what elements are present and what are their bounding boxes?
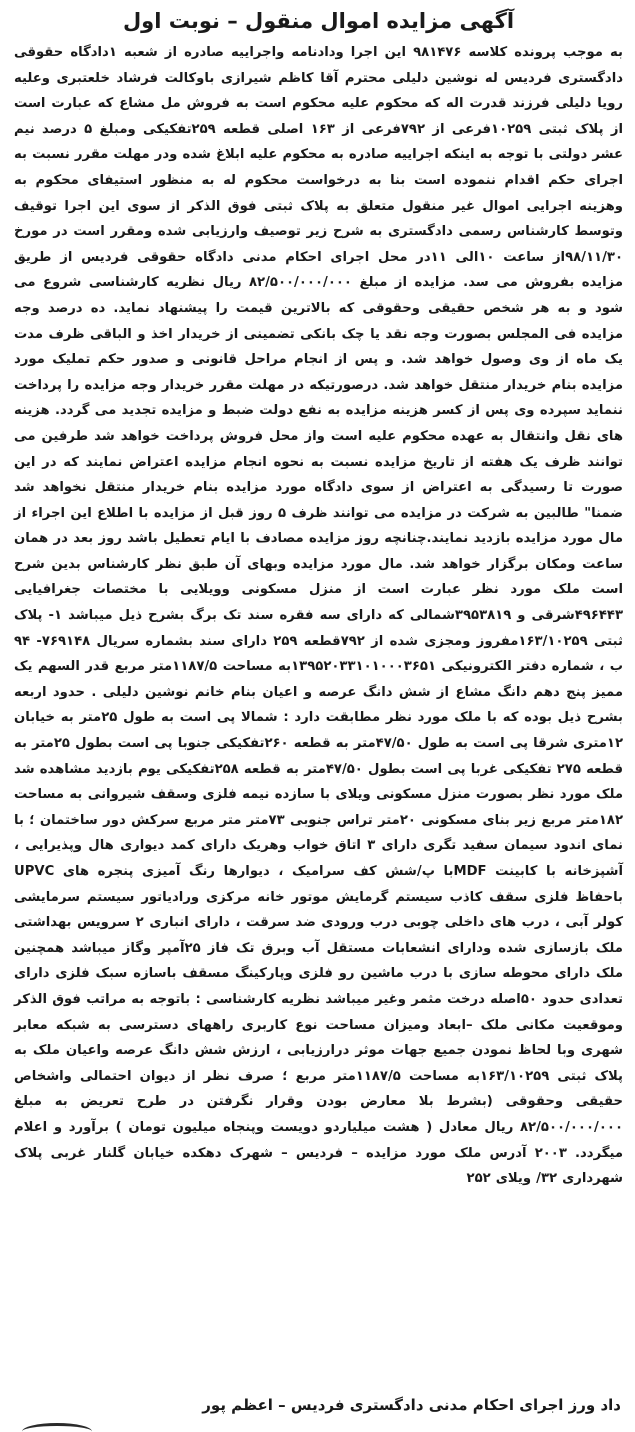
notice-title: آگهی مزایده اموال منقول – نوبت اول — [122, 9, 515, 33]
bottom-edge — [0, 1422, 635, 1432]
notice-body: به موجب پرونده کلاسه ۹۸۱۴۷۶ این اجرا ودادنامه واجراییه صادره از شعبه ۱دادگاه حقوقی دادگستری فردیس له نوشین دلیلی محترم آقا کاظم شیرازی باوکالت فرشاد خلعتبری وعلیه رویا دلیلی فرزند قدرت اله که محکوم علیه محکوم است به فروش مل مشاع که عبارت است از پلاک ثبتی ۱۰۲۵۹فرعی از ۷۹۲فرعی از ۱۶۳ اصلی قطعه ۲۵۹تفکیکی ومبلغ ۵ درصد نیم عشر دولتی با توجه به اینکه اجراییه صادره به محکوم علیه ابلاغ شده ودر مهلت مقرر نسبت به اجرای حکم اقدام ننموده است بنا به درخواست محکوم له به منظور استیفای محکوم به وهزینه اجرایی اموال غیر منقول متعلق به پلاک ثبتی فوق الذکر از سوی این اجرا توقیف وتوسط کارشناس رسمی دادگستری به شرح زیر توصیف وارزیابی شده ومقرر است در مورخ ۹۸/۱۱/۳۰از ساعت ۱۰الی ۱۱در محل اجرای احکام مدنی دادگاه حقوقی فردیس از طریق مزایده بفروش می سد. مزایده از مبلغ ۸۲/۵۰۰/۰۰۰/۰۰۰ ریال نظریه کارشناسی شروع می شود و به هر شخص حقیقی وحقوقی که بالاترین قیمت را پیشنهاد نماید. ده درصد وجه مزایده فی المجلس بصورت وجه نقد یا چک بانکی تضمینی از خریدار اخذ و الباقی ظرف مدت یک ماه از وی وصول خواهد شد. و پس از انجام مراحل قانونی و صدور حکم تملیک مورد مزایده بنام خریدار منتقل خواهد شد. درصورتیکه در مهلت مقرر خریدار وجه مزایده را پرداخت ننماید سپرده وی پس از کسر هزینه مزایده به نفع دولت ضبط و مزایده تجدید می گردد. هزینه های نقل وانتقال به عهده محکوم علیه است واز محل فروش پرداخت خواهد شد طرفین می توانند ظرف یک هفته از تاریخ مزایده نسبت به نحوه انجام مزایده اعتراض نمایند که در این صورت تا رسیدگی به اعتراض از سوی دادگاه مورد مزایده بنام خریدار منتقل نخواهد شد ضمنا" طالبین به شرکت در مزایده می توانند ظرف ۵ روز قبل از مزایده با اطلاع این اجراء از مال مورد مزایده بازدید نمایند.چنانچه روز مزایده مصادف با ایام تعطیل باشد روز بعد در همان ساعت ومکان برگزار خواهد شد. مال مورد مزایده وبهای آن طبق نظر کارشناس بدین شرح است ملک مورد نظر عبارت است از منزل مسکونی وویلایی با مختصات جغرافیایی ۴۹۶۴۴۳شرقی و ۳۹۵۳۸۱۹شمالی که دارای سه فقره سند تک برگ بشرح ذیل میباشد ۱- پلاک ثبتی ۱۶۳/۱۰۲۵۹مفروز ومجزی شده از ۷۹۲قطعه ۲۵۹ دارای سند بشماره سریال ۷۶۹۱۴۸- ۹۴ ب ، شماره دفتر الکترونیکی ۱۳۹۵۲۰۳۳۱۰۱۰۰۰۳۶۵۱به مساحت ۱۱۸۷/۵متر مربع قدر السهم یک ممیز پنج دهم دانگ مشاع از شش دانگ عرصه و اعیان بنام خانم نوشین دلیلی . حدود اربعه بشرح ذیل بوده که با ملک مورد نظر مطابقت دارد : شمالا پی است به طول ۲۵متر به خیابان ۱۲متری شرقا پی است به طول ۴۷/۵۰متر به قطعه ۲۶۰تفکیکی جنوبا پی است بطول ۲۵متر به قطعه ۲۷۵ تفکیکی غربا پی است بطول ۴۷/۵۰متر به قطعه ۲۵۸تفکیکی یوم بازدید مشاهده شد ملک مورد نظر بصورت منزل مسکونی ویلای با سازده نیمه فلزی وسقف شیروانی به مساحت ۱۸۲متر مربع زیر بنای مسکونی ۲۰متر تراس جنوبی ۷۳متر متر مربع سرکش دور ساختمان ؛ با نمای اندود سیمان سفید تگری دارای ۳ اتاق خواب وهریک دارای کمد دیواری هال وپذیرایی ، آشپزخانه با کابینت MDFبا پ/شش کف سرامیک ، دیوارها رنگ آمیزی پنجره های UPVC باحفاظ فلزی سقف کاذب سیستم گرمایش موتور خانه مرکزی ورادیاتور سیستم سرمایشی کولر آبی ، درب های داخلی چوبی درب ورودی ضد سرقت ، دارای انباری ۲ سرویس بهداشتی ملک بازسازی شده ودارای انشعابات مستقل آب وبرق تک فاز ۲۵آمپر وگاز میباشد همچنین ملک دارای محوطه سازی با درب ماشین رو فلزی وپارکینگ مسقف باسازه سبک فلزی دارای تعدادی حدود ۵۰اصله درخت مثمر وغیر میباشد نظریه کارشناسی : باتوجه به مراتب فوق الذکر وموقعیت مکانی ملک –ابعاد ومیزان مساحت نوع کاربری راههای دسترسی به شبکه معابر شهری وبا لحاظ نمودن جمیع جهات موثر درارزیابی ، ارزش شش دانگ عرصه واعیان ملک به پلاک ثبتی ۱۶۳/۱۰۲۵۹به مساحت ۱۱۸۷/۵متر مربع ؛ صرف نظر از دیوان احتمالی واشخاص حقیقی وحقوقی (بشرط بلا معارض بودن وقرار نگرفتن در طرح تعریض به مبلغ ۸۲/۵۰۰/۰۰۰/۰۰۰ ریال معادل ( هشت میلیاردو دویست وپنجاه میلیون تومان ) برآورد و اعلام میگردد. ۲۰۰۳ آدرس ملک مورد مزایده – فردیس – شهرک دهکده خیابان گلنار غربی پلاک شهرداری ۳۲/ ویلای ۲۵۲ — [14, 45, 624, 1187]
cropped-mark — [22, 1423, 92, 1432]
notice-signature: داد ورز اجرای احکام مدنی دادگستری فردیس – اعظم پور — [202, 1396, 621, 1414]
